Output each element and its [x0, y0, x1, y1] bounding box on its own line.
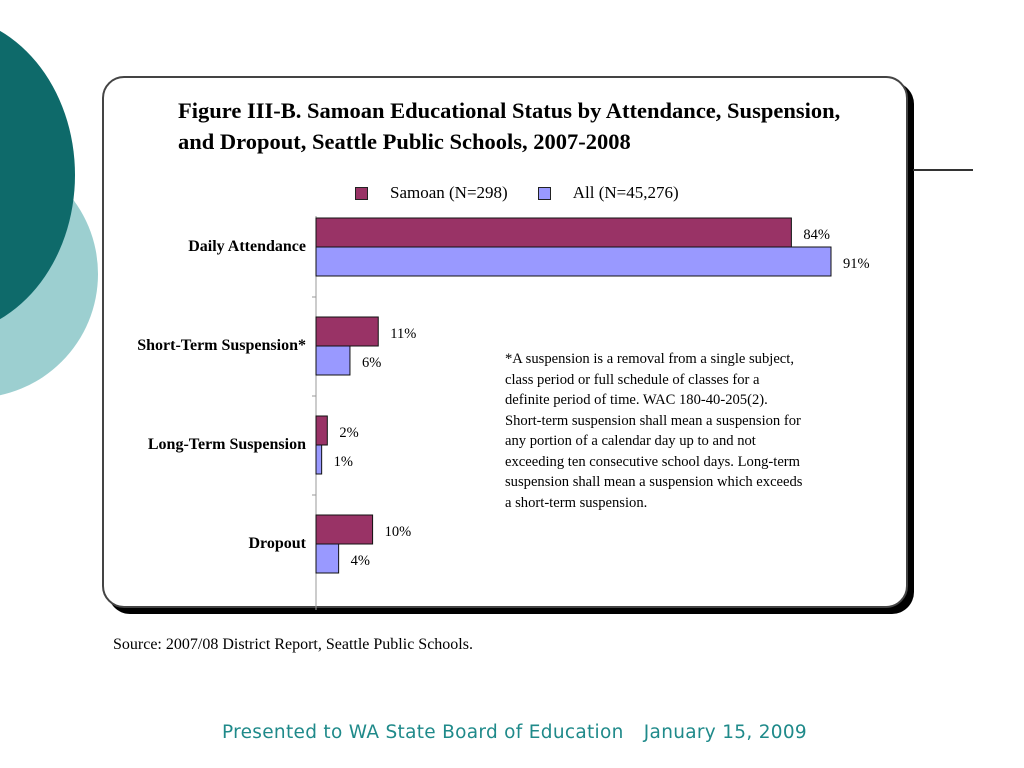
bar-all [316, 445, 322, 474]
footer-presenter: Presented to WA State Board of Education [222, 722, 624, 743]
slide-footer [222, 722, 807, 743]
chart-title: Figure III-B. Samoan Educational Status by Attendance, Suspension, and Dropout, Seattle Public Schools, 2007-2008 [178, 98, 841, 154]
data-label: 2% [339, 425, 359, 441]
chart-footnote: *A suspension is a removal from a single subject, class period or full schedule of classes for a definite period of time. WAC 180-40-205(2). Short-term suspension shall mean a suspension for any portion of a calendar day up to and not exceeding ten consecutive school days. Long-term suspension shall mean a suspension which exceeds a short-term suspension. [505, 351, 803, 511]
source-note: Source: 2007/08 District Report, Seattle Public Schools. [113, 636, 473, 653]
bar-samoan [316, 515, 373, 544]
bar-samoan [316, 416, 327, 445]
data-label: 10% [384, 524, 412, 540]
bar-samoan [316, 218, 791, 247]
category-label: Short-Term Suspension* [137, 337, 306, 354]
legend-label-all: All (N=45,276) [572, 183, 679, 202]
legend-label-samoan: Samoan (N=298) [390, 183, 508, 202]
data-label: 4% [350, 553, 370, 569]
data-label: 84% [803, 227, 830, 243]
category-label: Dropout [248, 535, 306, 552]
bar-all [316, 544, 339, 573]
data-label: 6% [361, 355, 382, 371]
data-label: 91% [843, 256, 870, 272]
category-label: Daily Attendance [188, 238, 306, 255]
bar-all [316, 247, 831, 276]
category-label: Long-Term Suspension [147, 436, 306, 453]
bar-samoan [316, 317, 378, 346]
footer-date: January 15, 2009 [643, 722, 807, 743]
data-label: 1% [333, 454, 354, 470]
bar-all [316, 346, 350, 375]
data-label: 11% [390, 326, 417, 342]
